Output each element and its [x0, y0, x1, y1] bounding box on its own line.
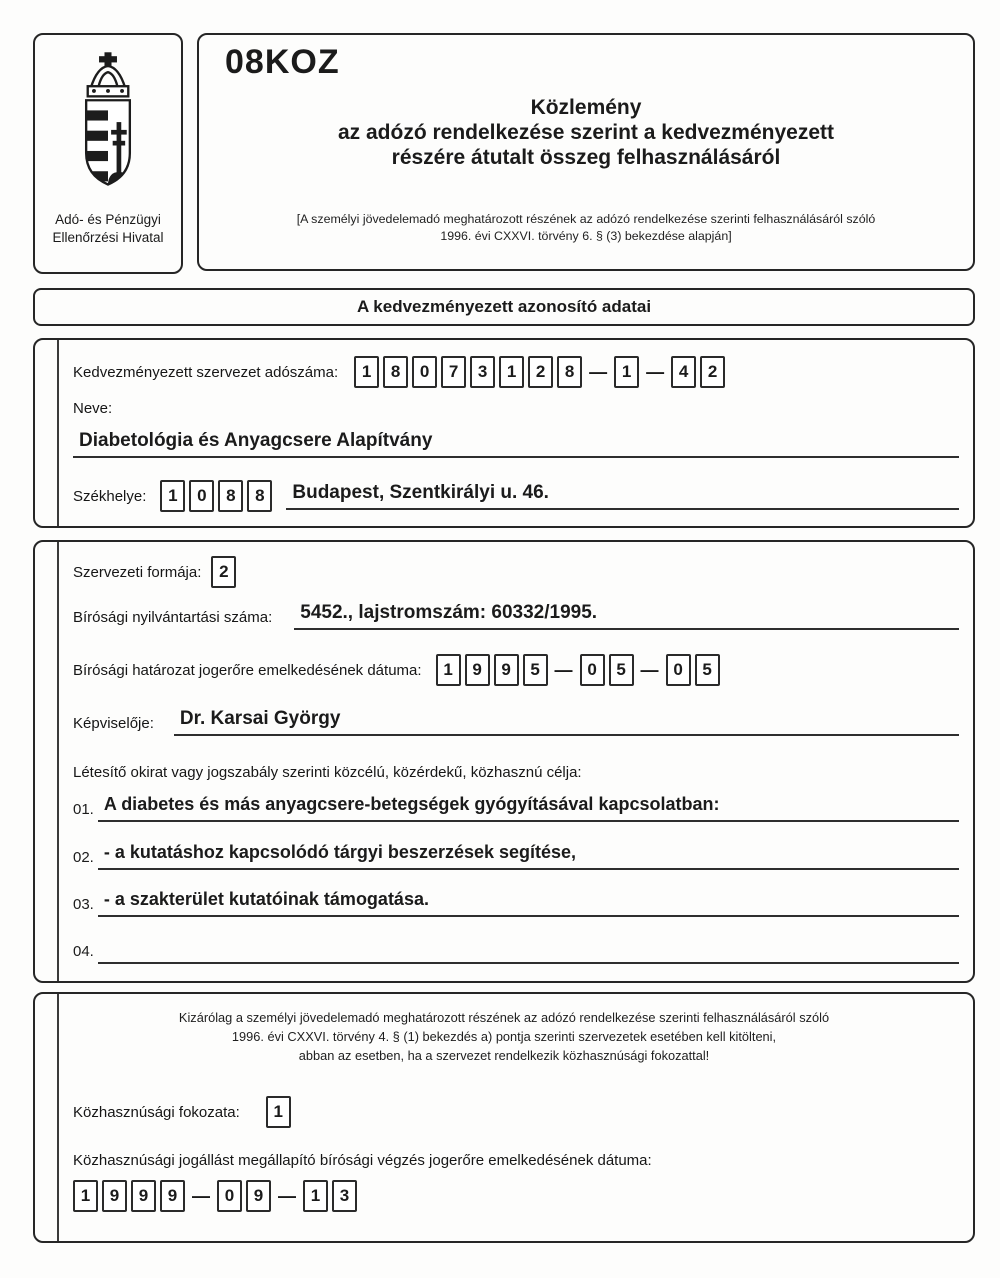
purpose-label-row	[73, 764, 959, 781]
digit-box: 1	[160, 480, 185, 512]
dash-separator: —	[589, 361, 608, 382]
address-value: Budapest, Szentkirályi u. 46.	[286, 482, 959, 510]
dash-separator: —	[646, 361, 665, 382]
digit-box: 9	[465, 654, 490, 686]
org-form-label: Szervezeti formája:	[73, 563, 202, 581]
digit-box: 5	[523, 654, 548, 686]
section-margin-line	[57, 340, 59, 526]
dash-separator: —	[192, 1185, 210, 1206]
digit-box: 8	[218, 480, 243, 512]
status-date-boxes	[73, 1180, 361, 1212]
form-title	[199, 95, 973, 171]
digit-box: 8	[383, 356, 408, 388]
identification-section	[33, 338, 975, 528]
digit-box: 0	[412, 356, 437, 388]
public-benefit-section	[33, 992, 975, 1243]
public-benefit-note	[55, 1008, 953, 1066]
dash-separator: —	[554, 659, 573, 680]
agency-name	[35, 211, 181, 246]
registry-number-label: Bírósági nyilvántartási száma:	[73, 609, 273, 626]
digit-box: 0	[189, 480, 214, 512]
dash-separator: —	[278, 1185, 296, 1206]
agency-name-line2: Ellenőrzési Hivatal	[52, 229, 164, 245]
purpose-line-text: - a kutatáshoz kapcsolódó tárgyi beszerzések segítése,	[98, 842, 959, 870]
digit-box: 1	[73, 1180, 98, 1212]
digit-box: 3	[470, 356, 495, 388]
digit-box: 2	[700, 356, 725, 388]
decision-date-boxes	[436, 654, 724, 686]
purpose-line-number: 01.	[73, 801, 94, 818]
purpose-line-04	[73, 936, 959, 964]
name-label: Neve:	[73, 400, 113, 417]
benefit-grade-row	[73, 1096, 959, 1128]
address-label: Székhelye:	[73, 487, 147, 505]
legal-reference	[199, 211, 973, 246]
section-margin-line	[57, 542, 59, 981]
digit-box: 0	[666, 654, 691, 686]
digit-box: 1	[354, 356, 379, 388]
representative-label: Képviselője:	[73, 715, 154, 732]
legal-reference-line2: 1996. évi CXXVI. törvény 6. § (3) bekezdése alapján]	[440, 229, 732, 244]
agency-name-line1: Adó- és Pénzügyi	[55, 212, 161, 227]
digit-box: 3	[332, 1180, 357, 1212]
dash-separator: —	[640, 659, 659, 680]
digit-box: 2	[528, 356, 553, 388]
note-line1: Kizárólag a személyi jövedelemadó meghatározott részének az adózó rendelkezése szerinti felhasználásáról szóló	[178, 1010, 830, 1025]
status-date-label: Közhasznúsági jogállást megállapító bírósági végzés jogerőre emelkedésének dátuma:	[73, 1152, 652, 1169]
form-title-line1: Közlemény	[530, 96, 642, 119]
registry-number-row	[73, 602, 959, 630]
purpose-line-03	[73, 889, 959, 917]
digit-box: 1	[614, 356, 639, 388]
digit-box: 1	[499, 356, 524, 388]
agency-header-box	[33, 33, 183, 274]
note-line3: abban az esetben, ha a szervezet rendelkezik közhasznúsági fokozattal!	[298, 1048, 710, 1064]
note-line2: 1996. évi CXXVI. törvény 4. § (1) bekezdés a) pontja szerinti szervezetek esetében kell kitölteni,	[231, 1029, 777, 1045]
digit-box: 9	[160, 1180, 185, 1212]
name-value-row	[73, 430, 959, 458]
purpose-line-number: 04.	[73, 943, 94, 960]
form-code: 08KOZ	[225, 43, 340, 81]
tax-number-row	[73, 356, 959, 388]
purpose-line-number: 03.	[73, 896, 94, 913]
organization-section	[33, 540, 975, 983]
digit-box: 7	[441, 356, 466, 388]
form-title-box	[197, 33, 975, 271]
zip-code-boxes	[160, 480, 276, 512]
decision-date-row	[73, 654, 959, 686]
registry-number-value: 5452., lajstromszám: 60332/1995.	[294, 602, 959, 630]
digit-box: 0	[217, 1180, 242, 1212]
digit-box: 9	[131, 1180, 156, 1212]
digit-box: 9	[102, 1180, 127, 1212]
hungarian-coat-of-arms-icon	[69, 51, 147, 201]
digit-box: 5	[609, 654, 634, 686]
purpose-line-02	[73, 842, 959, 870]
organization-name-value: Diabetológia és Anyagcsere Alapítvány	[73, 430, 959, 458]
decision-date-label: Bírósági határozat jogerőre emelkedésének dátuma:	[73, 661, 422, 679]
status-date-row	[73, 1180, 959, 1212]
digit-box: 8	[557, 356, 582, 388]
representative-value: Dr. Karsai György	[174, 708, 959, 736]
tax-number-boxes	[354, 356, 729, 388]
benefit-grade-label: Közhasznúsági fokozata:	[73, 1103, 240, 1121]
address-row	[73, 480, 959, 512]
org-form-row	[73, 556, 959, 588]
digit-box: 0	[580, 654, 605, 686]
org-form-box: 2	[211, 556, 236, 588]
name-label-row	[73, 400, 959, 417]
form-title-line3: részére átutalt összeg felhasználásáról	[391, 146, 781, 170]
form-title-line2: az adózó rendelkezése szerint a kedvezményezett	[337, 121, 835, 145]
benefit-grade-box: 1	[266, 1096, 291, 1128]
purpose-line-text: - a szakterület kutatóinak támogatása.	[98, 889, 959, 917]
legal-reference-line1: [A személyi jövedelemadó meghatározott részének az adózó rendelkezése szerinti felhasználásáról szóló	[296, 212, 876, 226]
purpose-line-number: 02.	[73, 849, 94, 866]
digit-box: 1	[303, 1180, 328, 1212]
purpose-line-text	[98, 936, 959, 964]
digit-box: 9	[494, 654, 519, 686]
representative-row	[73, 708, 959, 736]
purpose-line-text: A diabetes és más anyagcsere-betegségek gyógyításával kapcsolatban:	[98, 794, 959, 822]
purpose-line-01	[73, 794, 959, 822]
digit-box: 4	[671, 356, 696, 388]
status-date-label-row	[73, 1152, 959, 1169]
section-banner: A kedvezményezett azonosító adatai	[33, 288, 975, 326]
digit-box: 8	[247, 480, 272, 512]
purpose-label: Létesítő okirat vagy jogszabály szerinti közcélú, közérdekű, közhasznú célja:	[73, 764, 582, 781]
digit-box: 5	[695, 654, 720, 686]
digit-box: 9	[246, 1180, 271, 1212]
tax-number-label: Kedvezményezett szervezet adószáma:	[73, 363, 339, 381]
digit-box: 1	[436, 654, 461, 686]
